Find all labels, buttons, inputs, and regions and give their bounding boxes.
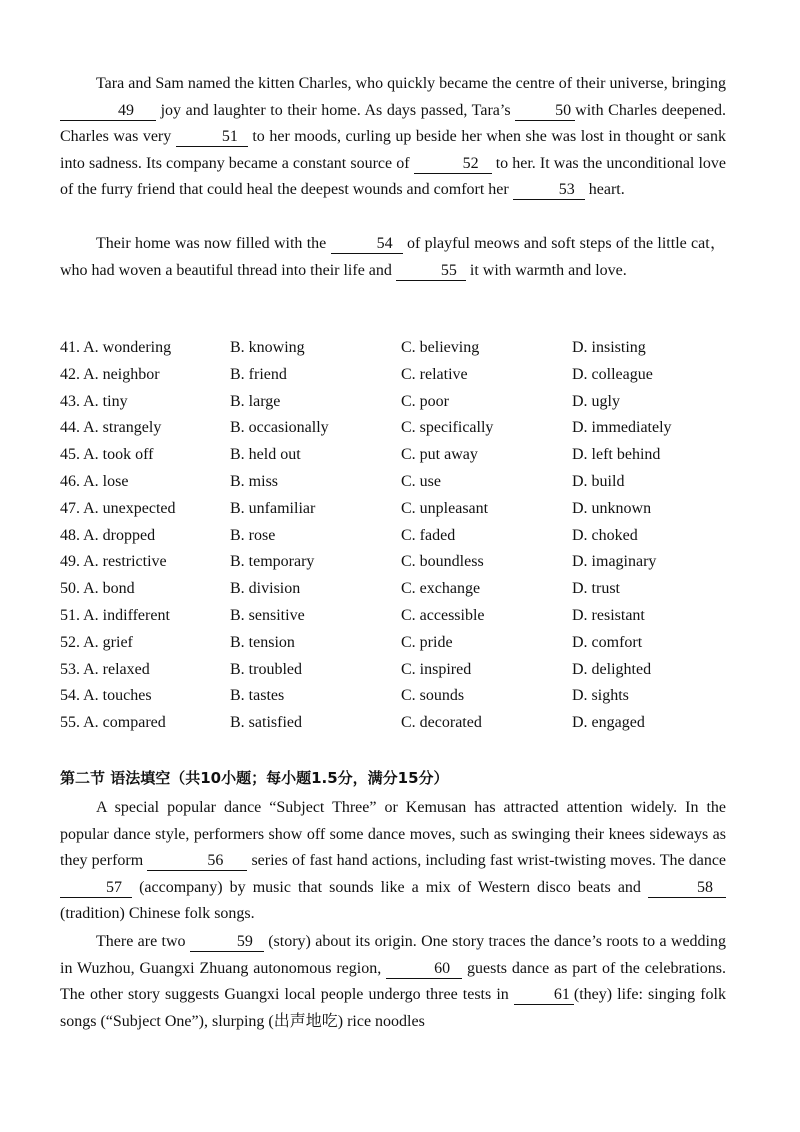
option-row xyxy=(60,527,740,554)
option-row xyxy=(60,580,740,607)
passage-paragraph-1 xyxy=(60,71,726,204)
blank-53: 53 xyxy=(513,181,585,200)
option-a: 42. A. neighbor xyxy=(60,365,160,383)
section-title: 第二节 语法填空（共10小题；每小题1.5分，满分15分） xyxy=(60,769,449,787)
option-c: C. put away xyxy=(401,446,478,464)
option-b: B. knowing xyxy=(230,339,305,356)
text: (story) about its origin. One story traces the dance’s roots to a wedding in Wuzhou, Guangxi Zhuang autonomous region, xyxy=(60,933,727,977)
option-a: 49. A. restrictive xyxy=(60,553,167,571)
text: (tradition) Chinese folk songs. xyxy=(60,905,255,922)
option-b: B. held out xyxy=(230,446,301,464)
option-b: B. tastes xyxy=(230,687,285,705)
option-c: C. accessible xyxy=(401,606,485,624)
option-row xyxy=(60,714,740,741)
option-a: 52. A. grief xyxy=(60,633,133,651)
blank-58: 58 xyxy=(648,879,726,898)
option-c: C. inspired xyxy=(401,660,472,678)
option-row xyxy=(60,553,740,580)
option-d: D. trust xyxy=(572,580,620,598)
option-d: D. ugly xyxy=(572,392,620,410)
option-d: D. imaginary xyxy=(572,553,657,571)
option-b: B. unfamiliar xyxy=(230,499,316,517)
option-c: C. specifically xyxy=(401,419,494,437)
option-c: C. poor xyxy=(401,392,449,410)
blank-61: 61 xyxy=(514,986,574,1005)
text: to her moods, curling up beside her when she was lost in thought or sank into sadness. Its company became a constant source of xyxy=(60,128,727,172)
option-d: D. resistant xyxy=(572,606,645,624)
option-row xyxy=(60,634,740,661)
text: to her. It was the unconditional love of the furry friend that could heal the deepest wounds and comfort her xyxy=(60,154,727,198)
option-c: C. believing xyxy=(401,339,480,356)
option-b: B. large xyxy=(230,392,281,410)
option-row xyxy=(60,607,740,634)
option-a: 54. A. touches xyxy=(60,687,152,705)
text: Tara and Sam named the kitten Charles, who quickly became the centre of their universe, bringing xyxy=(96,75,726,92)
option-row xyxy=(60,446,740,473)
option-d: D. choked xyxy=(572,526,638,544)
option-b: B. division xyxy=(230,580,301,598)
text: series of fast hand actions, including fast wrist-twisting moves. The dance xyxy=(251,852,727,869)
blank-54: 54 xyxy=(331,235,403,254)
blank-50: 50 xyxy=(515,102,575,121)
option-c: C. unpleasant xyxy=(401,499,489,517)
option-a: 43. A. tiny xyxy=(60,392,128,410)
blank-51: 51 xyxy=(176,128,248,147)
blank-59: 59 xyxy=(190,933,264,952)
option-row xyxy=(60,366,740,393)
option-row xyxy=(60,419,740,446)
blank-49: 49 xyxy=(60,102,156,121)
option-a: 53. A. relaxed xyxy=(60,660,150,678)
option-a: 51. A. indifferent xyxy=(60,606,170,624)
option-a: 45. A. took off xyxy=(60,446,154,464)
blank-52: 52 xyxy=(414,155,492,174)
option-b: B. troubled xyxy=(230,660,302,678)
text: There are two xyxy=(96,933,186,950)
option-d: D. comfort xyxy=(572,633,643,651)
option-b: B. sensitive xyxy=(230,606,305,624)
option-c: C. pride xyxy=(401,633,453,651)
text: with Charles deepened. Charles was very xyxy=(60,101,727,145)
option-d: D. sights xyxy=(572,687,629,705)
option-d: D. immediately xyxy=(572,419,672,437)
option-a: 47. A. unexpected xyxy=(60,499,176,517)
option-b: B. rose xyxy=(230,526,276,544)
grammar-paragraph-2 xyxy=(60,929,726,1035)
option-d: D. colleague xyxy=(572,365,653,383)
option-d: D. engaged xyxy=(572,714,645,732)
option-a: 55. A. compared xyxy=(60,714,166,732)
option-a: 44. A. strangely xyxy=(60,419,162,437)
option-d: D. left behind xyxy=(572,446,661,464)
text: (accompany) by music that sounds like a mix of Western disco beats and xyxy=(139,878,641,896)
option-d: D. build xyxy=(572,472,625,490)
text: joy and laughter to their home. As days passed, Tara’s xyxy=(160,101,511,119)
blank-55: 55 xyxy=(396,262,466,281)
option-d: D. delighted xyxy=(572,660,652,678)
text: (they) life: singing folk songs (“Subject One”), slurping (出声地吃) rice noodles xyxy=(60,986,726,1030)
option-b: B. tension xyxy=(230,633,295,651)
option-row xyxy=(60,473,740,500)
option-a: 46. A. lose xyxy=(60,472,129,490)
option-c: C. relative xyxy=(401,365,468,383)
option-b: B. miss xyxy=(230,472,279,490)
option-a: 48. A. dropped xyxy=(60,526,156,544)
option-d: D. insisting xyxy=(572,339,646,356)
passage-paragraph-2 xyxy=(60,231,726,284)
option-c: C. decorated xyxy=(401,714,482,732)
option-c: C. faded xyxy=(401,526,456,544)
option-c: C. boundless xyxy=(401,553,484,571)
blank-57: 57 xyxy=(60,879,132,898)
text: Their home was now filled with the xyxy=(96,235,327,252)
blank-56: 56 xyxy=(147,852,247,871)
option-b: B. friend xyxy=(230,365,287,383)
text: guests dance as part of the celebrations. The other story suggests Guangxi local people undergo three tests in xyxy=(60,959,726,1003)
option-row xyxy=(60,687,740,714)
option-a: 41. A. wondering xyxy=(60,339,172,356)
option-row xyxy=(60,339,740,366)
option-c: C. sounds xyxy=(401,687,465,705)
option-row xyxy=(60,500,740,527)
grammar-paragraph-1 xyxy=(60,795,726,928)
text: it with warmth and love. xyxy=(469,261,627,279)
answer-options xyxy=(60,339,740,741)
option-row xyxy=(60,661,740,688)
text: heart. xyxy=(588,181,625,198)
option-b: B. occasionally xyxy=(230,419,329,437)
option-d: D. unknown xyxy=(572,499,652,517)
option-c: C. exchange xyxy=(401,580,481,598)
option-a: 50. A. bond xyxy=(60,580,135,598)
option-b: B. temporary xyxy=(230,553,315,571)
text: of playful meows and soft steps of the little cat，who had woven a beautiful thread into their life and xyxy=(60,235,727,279)
text: A special popular dance “Subject Three” or Kemusan has attracted attention widely. In the popular dance style, performers show off some dance moves, such as swinging their knees sideways as they perform xyxy=(60,799,726,869)
blank-60: 60 xyxy=(386,960,462,979)
option-b: B. satisfied xyxy=(230,714,302,732)
option-row xyxy=(60,393,740,420)
option-c: C. use xyxy=(401,472,441,490)
